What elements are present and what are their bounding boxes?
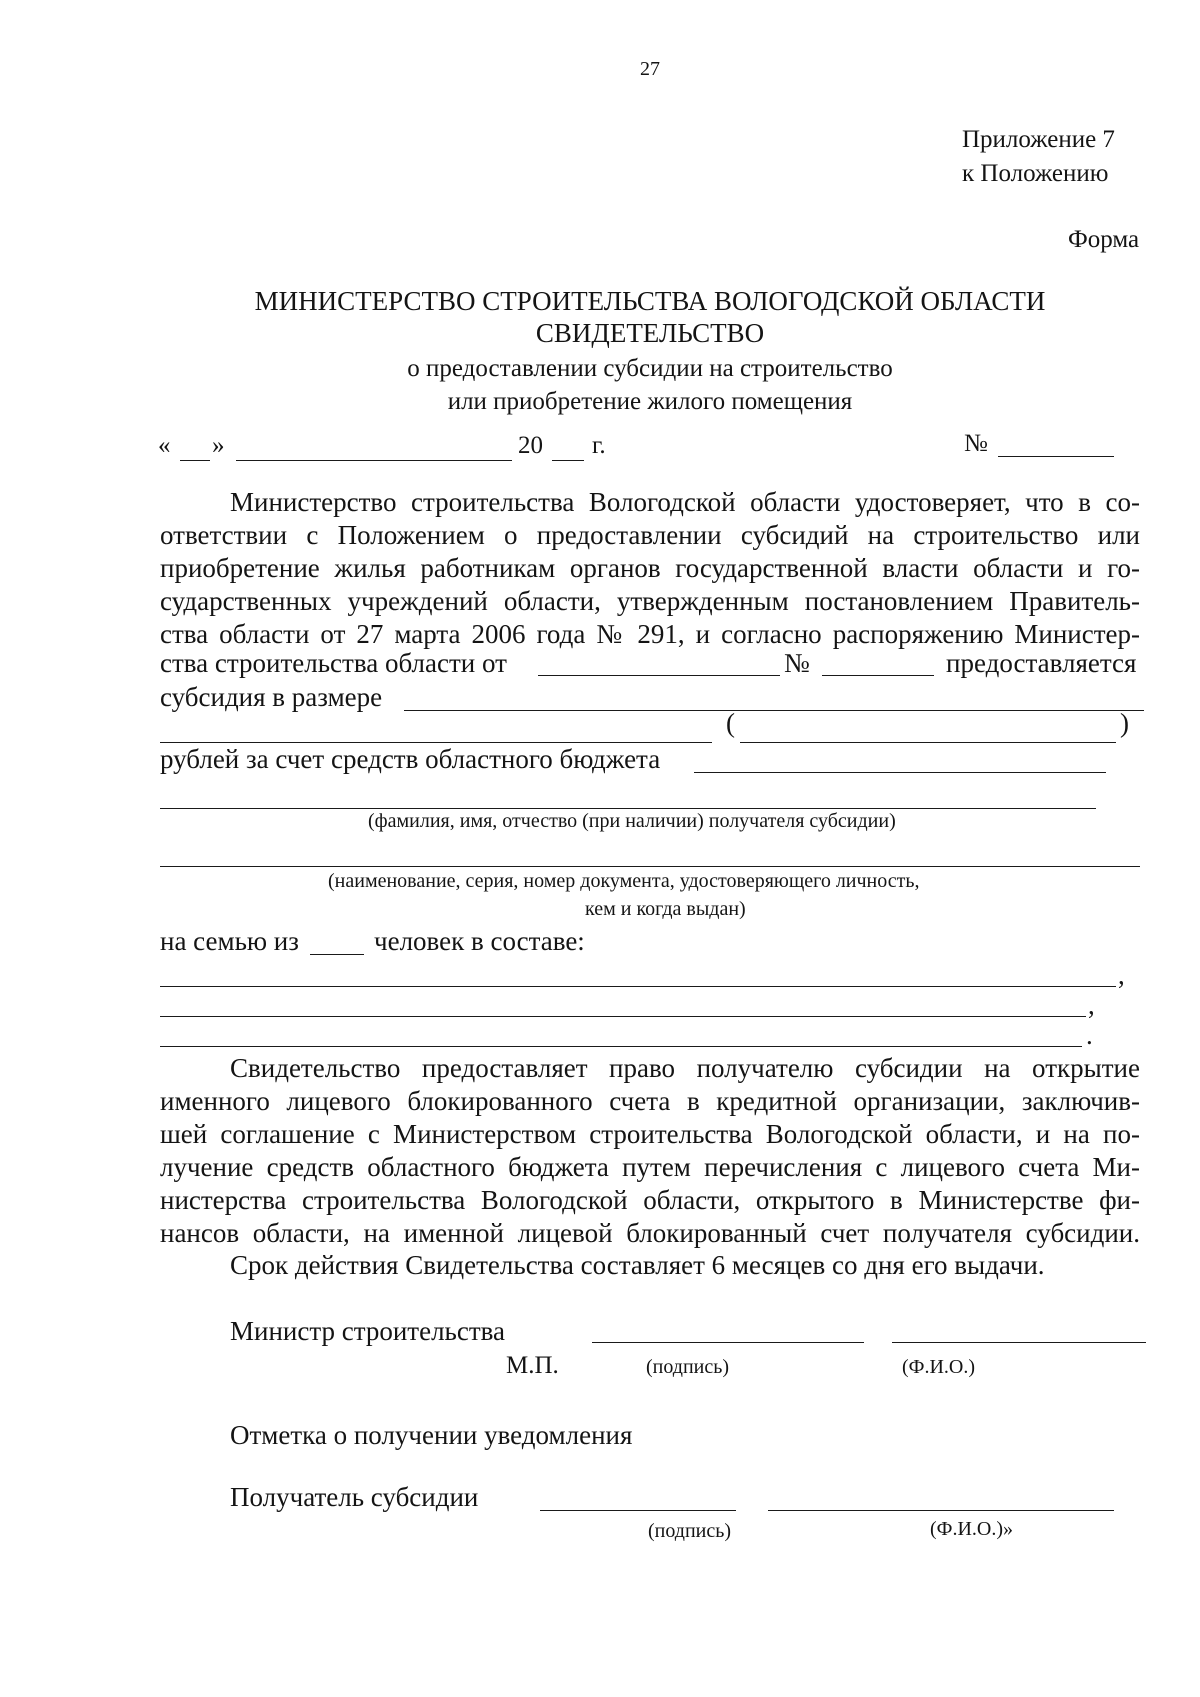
certificate-number-field[interactable] (998, 456, 1114, 457)
number-sign: № (964, 430, 988, 457)
certificate-subtitle-1: о предоставлении субсидии на строительство (407, 355, 893, 382)
date-open-quote: « (158, 432, 171, 459)
minister-signature-field[interactable] (592, 1342, 864, 1343)
validity-text: Срок действия Свидетельства составляет 6 месяцев со дня его выдачи. (230, 1250, 1045, 1280)
order-prefix: ства строительства области от (160, 648, 507, 678)
document-caption-2: кем и когда выдан) (585, 898, 746, 920)
month-field[interactable] (236, 460, 512, 461)
recipient-fio-field[interactable] (160, 808, 1096, 809)
amount-words-open-paren: ( (726, 708, 735, 738)
document-caption-1: (наименование, серия, номер документа, удостоверяющего личность, (328, 870, 920, 892)
subsidy-amount-continued-field[interactable] (160, 742, 712, 743)
recipient-signature-field[interactable] (540, 1510, 736, 1511)
amount-in-words-field[interactable] (740, 742, 1116, 743)
family-member-field[interactable] (160, 1046, 1082, 1047)
family-suffix: человек в составе: (374, 926, 585, 956)
family-prefix: на семью из (160, 926, 299, 956)
year-field[interactable] (552, 460, 584, 461)
year-suffix: г. (592, 432, 606, 459)
certificate-subtitle-2: или приобретение жилого помещения (447, 388, 853, 415)
date-close-quote: » (212, 432, 225, 459)
appendix-subtitle: к Положению (962, 160, 1109, 187)
minister-fio-caption: (Ф.И.О.) (902, 1356, 976, 1378)
year-prefix: 20 (518, 432, 543, 459)
body-line: именного лицевого блокированного счета в кредитной организации, заключив- (160, 1086, 1140, 1116)
body-line: нистерства строительства Вологодской области, открытого в Министерстве фи- (160, 1185, 1140, 1215)
ministry-heading: МИНИСТЕРСТВО СТРОИТЕЛЬСТВА ВОЛОГОДСКОЙ ОБЛАСТИ (254, 286, 1046, 316)
family-size-field[interactable] (310, 954, 364, 955)
order-number-field[interactable] (822, 675, 934, 676)
recipient-sign-caption: (подпись) (648, 1520, 732, 1542)
family-member-field[interactable] (160, 1016, 1086, 1017)
body-line: шей соглашение с Министерством строительства Вологодской области, и на по- (160, 1119, 1140, 1149)
body-line: ответствии с Положением о предоставлении субсидий на строительство или (160, 520, 1140, 550)
fio-caption: (фамилия, имя, отчество (при наличии) получателя субсидии) (368, 810, 896, 832)
day-field[interactable] (180, 460, 210, 461)
subsidy-amount-field[interactable] (404, 710, 1144, 711)
body-line: Свидетельство предоставляет право получателю субсидии на открытие (230, 1053, 1140, 1083)
minister-label: Министр строительства (230, 1316, 506, 1346)
notification-label: Отметка о получении уведомления (230, 1420, 633, 1450)
minister-sign-caption: (подпись) (646, 1356, 730, 1378)
family-line-punct: , (1088, 990, 1095, 1020)
subsidy-size-label: субсидия в размере (160, 682, 383, 712)
page-number: 27 (640, 58, 660, 80)
family-line-punct: , (1118, 960, 1125, 990)
order-date-field[interactable] (538, 675, 780, 676)
body-line: нансов области, на именной лицевой блокированный счет получателя субсидии. (160, 1218, 1140, 1248)
body-line: приобретение жилья работникам органов государственной власти области и го- (160, 553, 1140, 583)
rubles-continued-field[interactable] (694, 772, 1106, 773)
rubles-label: рублей за счет средств областного бюджета (160, 744, 661, 774)
form-label: Форма (1068, 226, 1140, 253)
recipient-fio-field[interactable] (768, 1510, 1114, 1511)
stamp-label: М.П. (506, 1352, 559, 1379)
certificate-heading: СВИДЕТЕЛЬСТВО (535, 318, 765, 348)
recipient-label: Получатель субсидии (230, 1482, 479, 1512)
order-suffix: предоставляется (946, 648, 1137, 678)
family-member-field[interactable] (160, 986, 1116, 987)
appendix-title: Приложение 7 (962, 126, 1115, 153)
body-line: ства области от 27 марта 2006 года № 291, и согласно распоряжению Министер- (160, 619, 1140, 649)
recipient-fio-caption: (Ф.И.О.)» (930, 1518, 1014, 1540)
body-line: Министерство строительства Вологодской области удостоверяет, что в со- (230, 487, 1140, 517)
amount-words-close-paren: ) (1120, 708, 1129, 738)
body-line: лучение средств областного бюджета путем перечисления с лицевого счета Ми- (160, 1152, 1140, 1182)
identity-document-field[interactable] (160, 866, 1140, 867)
order-number-sign: № (784, 648, 810, 678)
minister-fio-field[interactable] (892, 1342, 1146, 1343)
family-line-punct: . (1086, 1020, 1093, 1050)
body-line: сударственных учреждений области, утвержденным постановлением Правитель- (160, 586, 1140, 616)
